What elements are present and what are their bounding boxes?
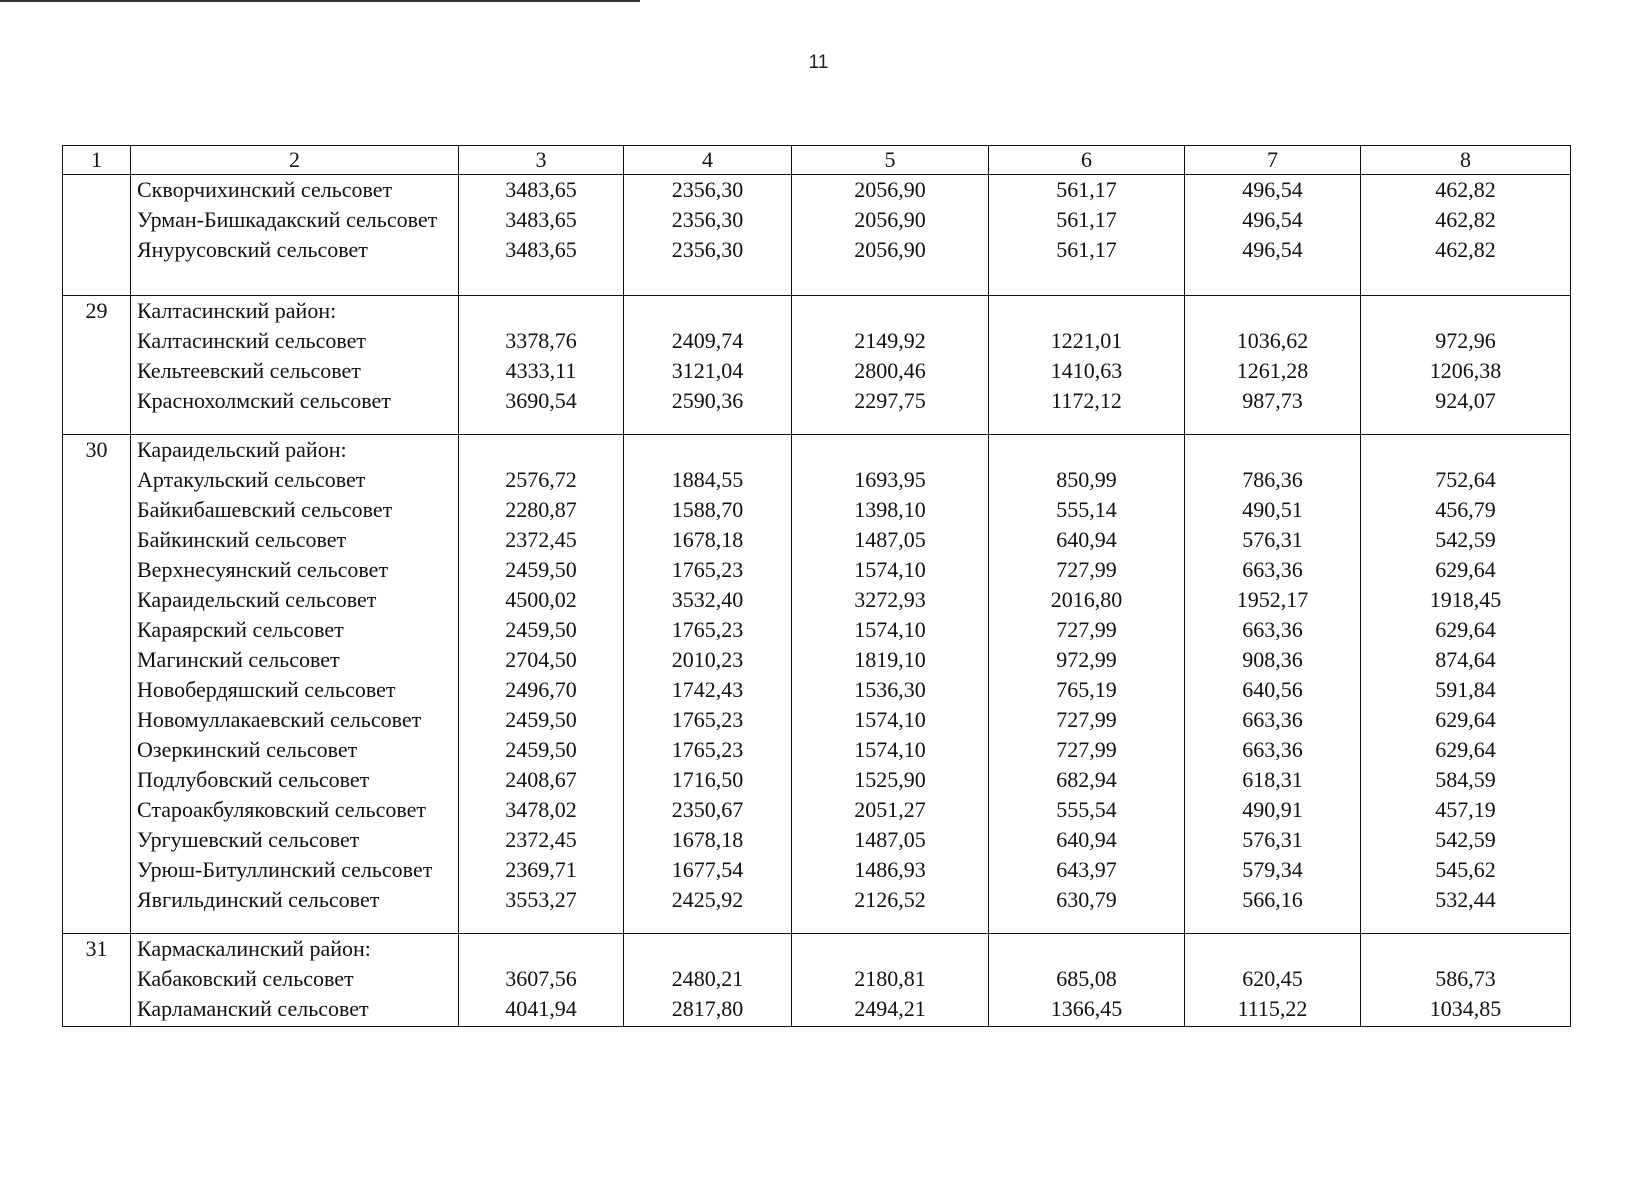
value-cell-col5: 2494,21 xyxy=(792,994,989,1024)
value-cell-col3: 2704,50 xyxy=(459,645,624,675)
value-cell-col7: 490,91 xyxy=(1185,795,1361,825)
value-cell-col5: 2297,75 xyxy=(792,386,989,416)
value-cell-col7: 566,16 xyxy=(1185,885,1361,915)
value-cell-col5: 2051,27 xyxy=(792,795,989,825)
value-cell-col8: 591,84 xyxy=(1361,675,1571,705)
value-cell-col5: 2056,90 xyxy=(792,235,989,265)
column-header: 3 xyxy=(459,146,624,175)
value-cell-col6: 727,99 xyxy=(989,705,1185,735)
value-cell-col8: 457,19 xyxy=(1361,795,1571,825)
table-row xyxy=(63,495,1571,525)
value-cell-col8: 542,59 xyxy=(1361,825,1571,855)
value-cell-col6: 630,79 xyxy=(989,885,1185,915)
value-cell-col5: 1487,05 xyxy=(792,525,989,555)
table-row xyxy=(63,356,1571,386)
row-number: 29 xyxy=(63,296,131,435)
value-cell-col4: 1742,43 xyxy=(624,675,792,705)
region-header-row xyxy=(63,435,1571,466)
region-header-row xyxy=(63,296,1571,327)
value-cell-col7: 618,31 xyxy=(1185,765,1361,795)
column-number-row xyxy=(63,146,1571,175)
table-row xyxy=(63,525,1571,555)
settlement-name: Карламанский сельсовет xyxy=(131,994,459,1024)
value-cell-col8: 972,96 xyxy=(1361,326,1571,356)
value-cell-col6: 1172,12 xyxy=(989,386,1185,416)
value-cell-col5: 1693,95 xyxy=(792,465,989,495)
region-name: Калтасинский район: xyxy=(131,296,459,327)
value-cell-col5: 1574,10 xyxy=(792,735,989,765)
value-cell-col7: 620,45 xyxy=(1185,964,1361,994)
value-cell-col6: 555,14 xyxy=(989,495,1185,525)
settlement-name: Новомуллакаевский сельсовет xyxy=(131,705,459,735)
settlement-name: Явгильдинский сельсовет xyxy=(131,885,459,915)
value-cell-col4: 1716,50 xyxy=(624,765,792,795)
value-cell-col4: 2356,30 xyxy=(624,175,792,206)
value-cell-col4: 2356,30 xyxy=(624,235,792,265)
row-number: 30 xyxy=(63,435,131,934)
table-row xyxy=(63,645,1571,675)
table-row xyxy=(63,205,1571,235)
value-cell-col7: 786,36 xyxy=(1185,465,1361,495)
value-cell-col4: 1765,23 xyxy=(624,735,792,765)
value-cell-col4: 1884,55 xyxy=(624,465,792,495)
value-cell-col4: 1765,23 xyxy=(624,705,792,735)
value-cell-col7: 908,36 xyxy=(1185,645,1361,675)
value-cell-col3: 2496,70 xyxy=(459,675,624,705)
row-number xyxy=(63,175,131,296)
value-cell-col4: 1765,23 xyxy=(624,615,792,645)
value-cell-col7: 496,54 xyxy=(1185,175,1361,206)
value-cell-col7: 576,31 xyxy=(1185,825,1361,855)
value-cell-col5: 3272,93 xyxy=(792,585,989,615)
table-row xyxy=(63,465,1571,495)
column-header: 1 xyxy=(63,146,131,175)
settlement-name: Урман-Бишкадакский сельсовет xyxy=(131,205,459,235)
settlement-name: Озеркинский сельсовет xyxy=(131,735,459,765)
value-cell-col8: 1918,45 xyxy=(1361,585,1571,615)
value-cell-col7: 987,73 xyxy=(1185,386,1361,416)
value-cell-col7: 576,31 xyxy=(1185,525,1361,555)
data-table xyxy=(62,145,1571,1027)
value-cell-col3: 3553,27 xyxy=(459,885,624,915)
value-cell-col6: 643,97 xyxy=(989,855,1185,885)
table-row xyxy=(63,585,1571,615)
value-cell-col6: 561,17 xyxy=(989,205,1185,235)
value-cell-col6: 561,17 xyxy=(989,175,1185,206)
settlement-name: Ургушевский сельсовет xyxy=(131,825,459,855)
value-cell-col8: 532,44 xyxy=(1361,885,1571,915)
value-cell-col5: 1574,10 xyxy=(792,705,989,735)
value-cell-col4: 1588,70 xyxy=(624,495,792,525)
value-cell-col8: 456,79 xyxy=(1361,495,1571,525)
value-cell-col4: 2425,92 xyxy=(624,885,792,915)
value-cell-col5: 1398,10 xyxy=(792,495,989,525)
region-header-row xyxy=(63,934,1571,965)
value-cell-col7: 663,36 xyxy=(1185,735,1361,765)
value-cell-col8: 462,82 xyxy=(1361,205,1571,235)
settlement-name: Янурусовский сельсовет xyxy=(131,235,459,265)
value-cell-col4: 2817,80 xyxy=(624,994,792,1024)
value-cell-col4: 2356,30 xyxy=(624,205,792,235)
region-name: Кармаскалинский район: xyxy=(131,934,459,965)
region-name: Караидельский район: xyxy=(131,435,459,466)
value-cell-col5: 1486,93 xyxy=(792,855,989,885)
settlement-name: Караярский сельсовет xyxy=(131,615,459,645)
value-cell-col8: 1206,38 xyxy=(1361,356,1571,386)
value-cell-col3: 2408,67 xyxy=(459,765,624,795)
top-rule xyxy=(0,0,640,2)
table-row xyxy=(63,326,1571,356)
settlement-name: Байкинский сельсовет xyxy=(131,525,459,555)
value-cell-col6: 1366,45 xyxy=(989,994,1185,1024)
value-cell-col3: 2459,50 xyxy=(459,615,624,645)
value-cell-col6: 2016,80 xyxy=(989,585,1185,615)
table-row xyxy=(63,825,1571,855)
value-cell-col6: 765,19 xyxy=(989,675,1185,705)
table-row xyxy=(63,675,1571,705)
value-cell-col4: 1678,18 xyxy=(624,825,792,855)
value-cell-col3: 2459,50 xyxy=(459,555,624,585)
page-number: 11 xyxy=(808,52,829,73)
value-cell-col8: 1034,85 xyxy=(1361,994,1571,1024)
group-spacer xyxy=(63,265,1571,296)
settlement-name: Урюш-Битуллинский сельсовет xyxy=(131,855,459,885)
settlement-name: Байкибашевский сельсовет xyxy=(131,495,459,525)
value-cell-col3: 4500,02 xyxy=(459,585,624,615)
settlement-name: Верхнесуянский сельсовет xyxy=(131,555,459,585)
column-header: 8 xyxy=(1361,146,1571,175)
settlement-name: Караидельский сельсовет xyxy=(131,585,459,615)
value-cell-col5: 2056,90 xyxy=(792,205,989,235)
settlement-name: Новобердяшский сельсовет xyxy=(131,675,459,705)
value-cell-col4: 1678,18 xyxy=(624,525,792,555)
value-cell-col3: 2576,72 xyxy=(459,465,624,495)
value-cell-col4: 1677,54 xyxy=(624,855,792,885)
group-spacer xyxy=(63,416,1571,435)
value-cell-col5: 2056,90 xyxy=(792,175,989,206)
value-cell-col3: 3483,65 xyxy=(459,235,624,265)
settlement-name: Артакульский сельсовет xyxy=(131,465,459,495)
value-cell-col4: 3121,04 xyxy=(624,356,792,386)
value-cell-col8: 924,07 xyxy=(1361,386,1571,416)
value-cell-col7: 663,36 xyxy=(1185,555,1361,585)
value-cell-col7: 490,51 xyxy=(1185,495,1361,525)
value-cell-col3: 2459,50 xyxy=(459,705,624,735)
value-cell-col5: 1574,10 xyxy=(792,615,989,645)
value-cell-col6: 850,99 xyxy=(989,465,1185,495)
value-cell-col3: 4041,94 xyxy=(459,994,624,1024)
value-cell-col6: 682,94 xyxy=(989,765,1185,795)
value-cell-col3: 2459,50 xyxy=(459,735,624,765)
value-cell-col7: 496,54 xyxy=(1185,205,1361,235)
column-header: 5 xyxy=(792,146,989,175)
value-cell-col7: 1261,28 xyxy=(1185,356,1361,386)
table-row xyxy=(63,235,1571,265)
value-cell-col4: 2480,21 xyxy=(624,964,792,994)
value-cell-col6: 972,99 xyxy=(989,645,1185,675)
value-cell-col8: 462,82 xyxy=(1361,175,1571,206)
value-cell-col3: 4333,11 xyxy=(459,356,624,386)
value-cell-col7: 663,36 xyxy=(1185,615,1361,645)
value-cell-col6: 1410,63 xyxy=(989,356,1185,386)
value-cell-col3: 3607,56 xyxy=(459,964,624,994)
value-cell-col3: 3478,02 xyxy=(459,795,624,825)
value-cell-col6: 727,99 xyxy=(989,555,1185,585)
value-cell-col3: 2372,45 xyxy=(459,525,624,555)
value-cell-col8: 629,64 xyxy=(1361,735,1571,765)
table-row xyxy=(63,885,1571,915)
value-cell-col3: 2280,87 xyxy=(459,495,624,525)
value-cell-col6: 685,08 xyxy=(989,964,1185,994)
value-cell-col5: 2800,46 xyxy=(792,356,989,386)
value-cell-col7: 1115,22 xyxy=(1185,994,1361,1024)
value-cell-col7: 496,54 xyxy=(1185,235,1361,265)
value-cell-col8: 586,73 xyxy=(1361,964,1571,994)
table-row xyxy=(63,555,1571,585)
group-spacer xyxy=(63,915,1571,934)
table-row xyxy=(63,705,1571,735)
value-cell-col5: 1574,10 xyxy=(792,555,989,585)
value-cell-col5: 1487,05 xyxy=(792,825,989,855)
group-spacer xyxy=(63,1024,1571,1027)
table-row xyxy=(63,994,1571,1024)
table-row xyxy=(63,765,1571,795)
table-row xyxy=(63,386,1571,416)
value-cell-col7: 1036,62 xyxy=(1185,326,1361,356)
value-cell-col4: 1765,23 xyxy=(624,555,792,585)
table-row xyxy=(63,735,1571,765)
table-body xyxy=(63,175,1571,1027)
value-cell-col6: 1221,01 xyxy=(989,326,1185,356)
value-cell-col8: 629,64 xyxy=(1361,555,1571,585)
value-cell-col4: 2350,67 xyxy=(624,795,792,825)
value-cell-col5: 2149,92 xyxy=(792,326,989,356)
value-cell-col5: 2126,52 xyxy=(792,885,989,915)
column-header: 4 xyxy=(624,146,792,175)
value-cell-col3: 3690,54 xyxy=(459,386,624,416)
settlement-name: Скворчихинский сельсовет xyxy=(131,175,459,206)
value-cell-col4: 2409,74 xyxy=(624,326,792,356)
settlement-name: Магинский сельсовет xyxy=(131,645,459,675)
value-cell-col7: 640,56 xyxy=(1185,675,1361,705)
value-cell-col5: 1819,10 xyxy=(792,645,989,675)
column-header: 6 xyxy=(989,146,1185,175)
value-cell-col6: 727,99 xyxy=(989,615,1185,645)
value-cell-col6: 555,54 xyxy=(989,795,1185,825)
settlement-name: Староакбуляковский сельсовет xyxy=(131,795,459,825)
value-cell-col8: 629,64 xyxy=(1361,705,1571,735)
value-cell-col5: 1536,30 xyxy=(792,675,989,705)
settlement-name: Краснохолмский сельсовет xyxy=(131,386,459,416)
column-header: 7 xyxy=(1185,146,1361,175)
table-row xyxy=(63,795,1571,825)
value-cell-col8: 545,62 xyxy=(1361,855,1571,885)
value-cell-col3: 3483,65 xyxy=(459,175,624,206)
value-cell-col6: 640,94 xyxy=(989,825,1185,855)
settlement-name: Подлубовский сельсовет xyxy=(131,765,459,795)
value-cell-col3: 3378,76 xyxy=(459,326,624,356)
table-row xyxy=(63,615,1571,645)
value-cell-col6: 561,17 xyxy=(989,235,1185,265)
settlement-name: Кабаковский сельсовет xyxy=(131,964,459,994)
value-cell-col6: 640,94 xyxy=(989,525,1185,555)
value-cell-col7: 1952,17 xyxy=(1185,585,1361,615)
value-cell-col8: 629,64 xyxy=(1361,615,1571,645)
column-header: 2 xyxy=(131,146,459,175)
value-cell-col8: 874,64 xyxy=(1361,645,1571,675)
table-row xyxy=(63,964,1571,994)
value-cell-col8: 542,59 xyxy=(1361,525,1571,555)
value-cell-col8: 462,82 xyxy=(1361,235,1571,265)
value-cell-col6: 727,99 xyxy=(989,735,1185,765)
value-cell-col8: 752,64 xyxy=(1361,465,1571,495)
settlement-name: Кельтеевский сельсовет xyxy=(131,356,459,386)
value-cell-col4: 2010,23 xyxy=(624,645,792,675)
value-cell-col4: 3532,40 xyxy=(624,585,792,615)
table-row xyxy=(63,855,1571,885)
value-cell-col7: 579,34 xyxy=(1185,855,1361,885)
value-cell-col5: 2180,81 xyxy=(792,964,989,994)
value-cell-col7: 663,36 xyxy=(1185,705,1361,735)
value-cell-col4: 2590,36 xyxy=(624,386,792,416)
value-cell-col3: 3483,65 xyxy=(459,205,624,235)
table-header xyxy=(63,146,1571,175)
row-number: 31 xyxy=(63,934,131,1027)
table-row xyxy=(63,175,1571,206)
value-cell-col3: 2369,71 xyxy=(459,855,624,885)
value-cell-col5: 1525,90 xyxy=(792,765,989,795)
value-cell-col3: 2372,45 xyxy=(459,825,624,855)
settlement-name: Калтасинский сельсовет xyxy=(131,326,459,356)
value-cell-col8: 584,59 xyxy=(1361,765,1571,795)
